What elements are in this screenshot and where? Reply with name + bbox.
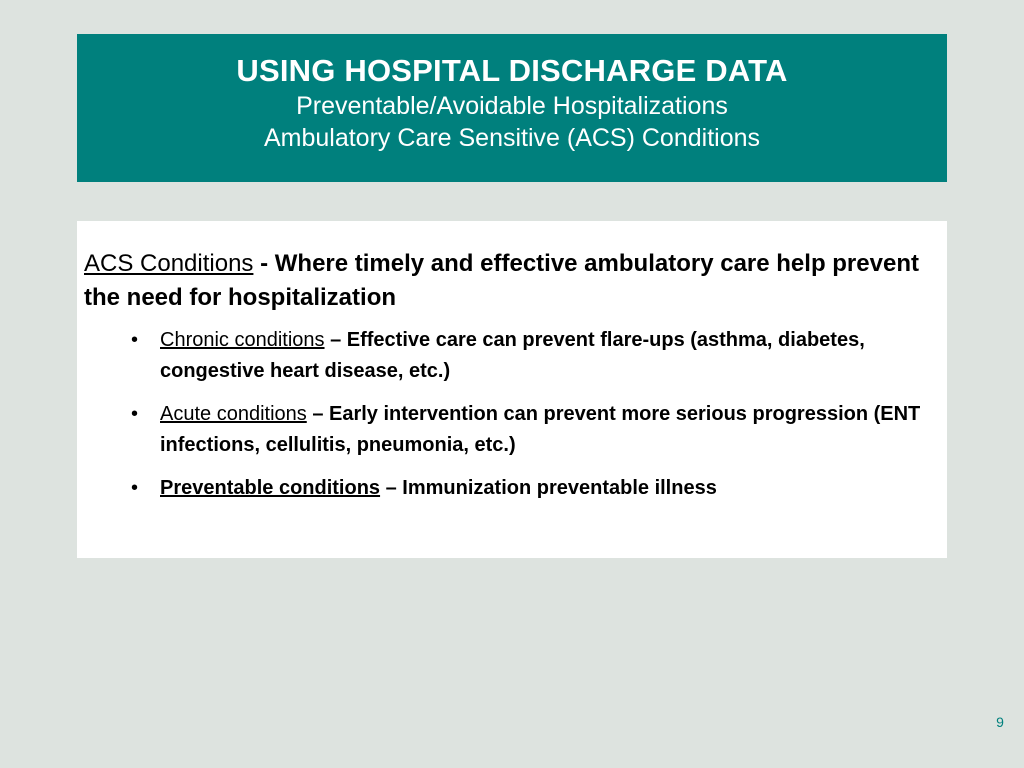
bullet-term-preventable: Preventable conditions: [160, 477, 381, 499]
bullet-item-chronic: [84, 325, 929, 387]
slide-title: USING HOSPITAL DISCHARGE DATA: [236, 53, 788, 88]
intro-paragraph: [84, 247, 929, 315]
bullet-item-acute: [84, 399, 929, 461]
page-number: 9: [996, 714, 1004, 730]
bullet-icon: •: [131, 329, 139, 351]
bullet-item-preventable: [84, 473, 929, 504]
intro-text: - Where timely and effective ambulatory care help prevent the need for hospitalization: [84, 250, 919, 311]
bullet-icon: •: [131, 477, 139, 499]
slide-subtitle-line-2: Ambulatory Care Sensitive (ACS) Conditions: [263, 124, 761, 152]
bullet-term-acute: Acute conditions: [160, 403, 307, 425]
bullet-text-acute: – Early intervention can prevent more serious progression (ENT infections, cellulitis, pneumonia, etc.): [160, 403, 921, 456]
bullet-icon: •: [131, 403, 139, 425]
bullet-list: [84, 325, 929, 504]
bullet-term-chronic: Chronic conditions: [160, 329, 325, 351]
bullet-text-preventable: – Immunization preventable illness: [380, 477, 717, 499]
slide-header: [77, 34, 947, 182]
content-box: [77, 221, 947, 558]
bullet-text-chronic: – Effective care can prevent flare-ups (asthma, diabetes, congestive heart disease, etc.): [160, 329, 865, 382]
slide-subtitle-line-1: Preventable/Avoidable Hospitalizations: [296, 92, 728, 120]
intro-term: ACS Conditions: [84, 250, 254, 277]
